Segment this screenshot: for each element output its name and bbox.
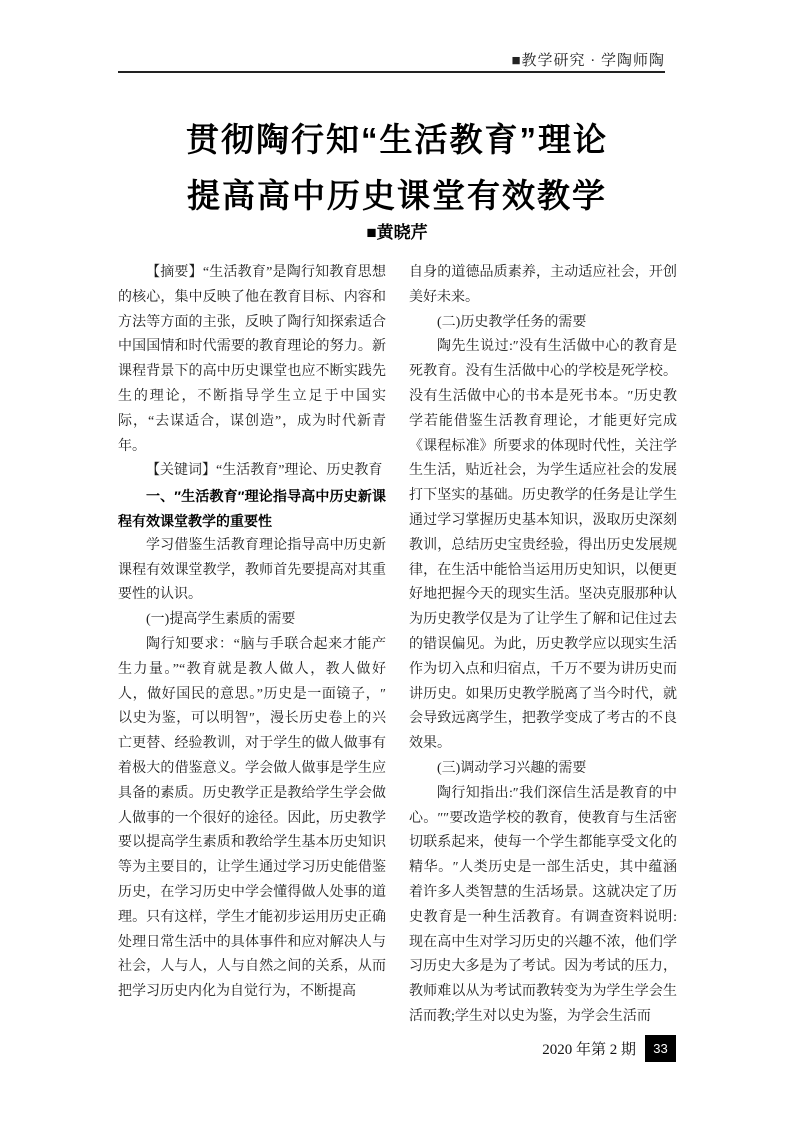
keywords-paragraph: 【关键词】“生活教育”理论、历史教育 bbox=[146, 463, 383, 479]
subsection-3-paragraph: 陶行知指出:″我们深信生活是教育的中心。″″要改造学校的教育，使教育与生活密切联系起来，使每一个学生都能享受文化的精华。″人类历史是一部生活史，其中蕴涵着许多人类智慧的生活场景。这就决定了历史教育是一种生活教育。有调查资料说明:现在高中生对学习历史的兴趣不浓，他们学习历史大多是为了考试。因为考试的压力，教师难以从为考试而教转变为为学生学会生活而教;学生对以史为鉴，为学会生活而 bbox=[409, 785, 677, 1024]
page-number-badge: 33 bbox=[645, 1035, 676, 1062]
subsection-2-heading: (二)历史教学任务的需要 bbox=[437, 314, 587, 330]
article-title-line2: 提高高中历史课堂有效教学 bbox=[187, 177, 607, 214]
author-name: ■黄晓芹 bbox=[366, 223, 428, 242]
section-1-heading: 一、″生活教育″理论指导高中历史新课程有效课堂教学的重要性 bbox=[118, 488, 386, 529]
right-column bbox=[409, 261, 677, 1030]
left-column bbox=[118, 261, 386, 1005]
page-footer bbox=[542, 1035, 676, 1062]
article-title bbox=[110, 112, 684, 224]
subsection-1-continued-paragraph: 自身的道德品质素养，主动适应社会，开创美好未来。 bbox=[409, 265, 677, 305]
abstract-paragraph: 【摘要】“生活教育”是陶行知教育思想的核心，集中反映了他在教育目标、内容和方法等方面的主张，反映了陶行知探索适合中国国情和时代需要的教育理论的努力。新课程背景下的高中历史课堂也应不断实践先生的理论，不断指导学生立足于中国实际，“去谋适合，谋创造”，成为时代新青年。 bbox=[118, 265, 386, 454]
issue-label: 2020 年第 2 期 bbox=[542, 1042, 636, 1058]
journal-section-label: ■教学研究 · 学陶师陶 bbox=[511, 53, 665, 69]
header-rule bbox=[118, 71, 665, 73]
article-title-line1: 贯彻陶行知“生活教育”理论 bbox=[186, 121, 608, 158]
subsection-3-heading: (三)调动学习兴趣的需要 bbox=[437, 760, 587, 776]
section-1-intro-paragraph: 学习借鉴生活教育理论指导高中历史新课程有效课堂教学，教师首先要提高对其重要性的认识。 bbox=[118, 537, 386, 603]
subsection-2-paragraph: 陶先生说过:″没有生活做中心的教育是死教育。没有生活做中心的学校是死学校。没有生活做中心的书本是死书本。″历史教学若能借鉴生活教育理论，才能更好完成《课程标准》所要求的体现时代性，关注学生生活，贴近社会，为学生适应社会的发展打下坚实的基础。历史教学的任务是让学生通过学习掌握历史基本知识，汲取历史深刻教训，总结历史宝贵经验，得出历史发展规律，在生活中能恰当运用历史知识，以便更好地把握今天的现实生活。坚决克服那种认为历史教学仅是为了让学生了解和记住过去的错误偏见。为此，历史教学应以现实生活作为切入点和归宿点，千万不要为讲历史而讲历史。如果历史教学脱离了当今时代，就会导致远离学生，把教学变成了考古的不良效果。 bbox=[409, 339, 677, 752]
subsection-1-paragraph: 陶行知要求：“脑与手联合起来才能产生力量。”“教育就是教人做人，教人做好人，做好国民的意思。”历史是一面镜子，″以史为鉴，可以明智″，漫长历史卷上的兴亡更替、经验教训，对于学生的做人做事有着极大的借鉴意义。学会做人做事是学生应具备的素质。历史教学正是教给学生学会做人做事的一个很好的途径。因此，历史教学要以提高学生素质和教给学生基本历史知识等为主要目的，让学生通过学习历史能借鉴历史，在学习历史中学会懂得做人处事的道理。只有这样，学生才能初步运用历史正确处理日常生活中的具体事件和应对解决人与社会，人与人，人与自然之间的关系，从而把学习历史内化为自觉行为，不断提高 bbox=[118, 636, 386, 1000]
subsection-1-heading: (一)提高学生素质的需要 bbox=[146, 612, 296, 628]
